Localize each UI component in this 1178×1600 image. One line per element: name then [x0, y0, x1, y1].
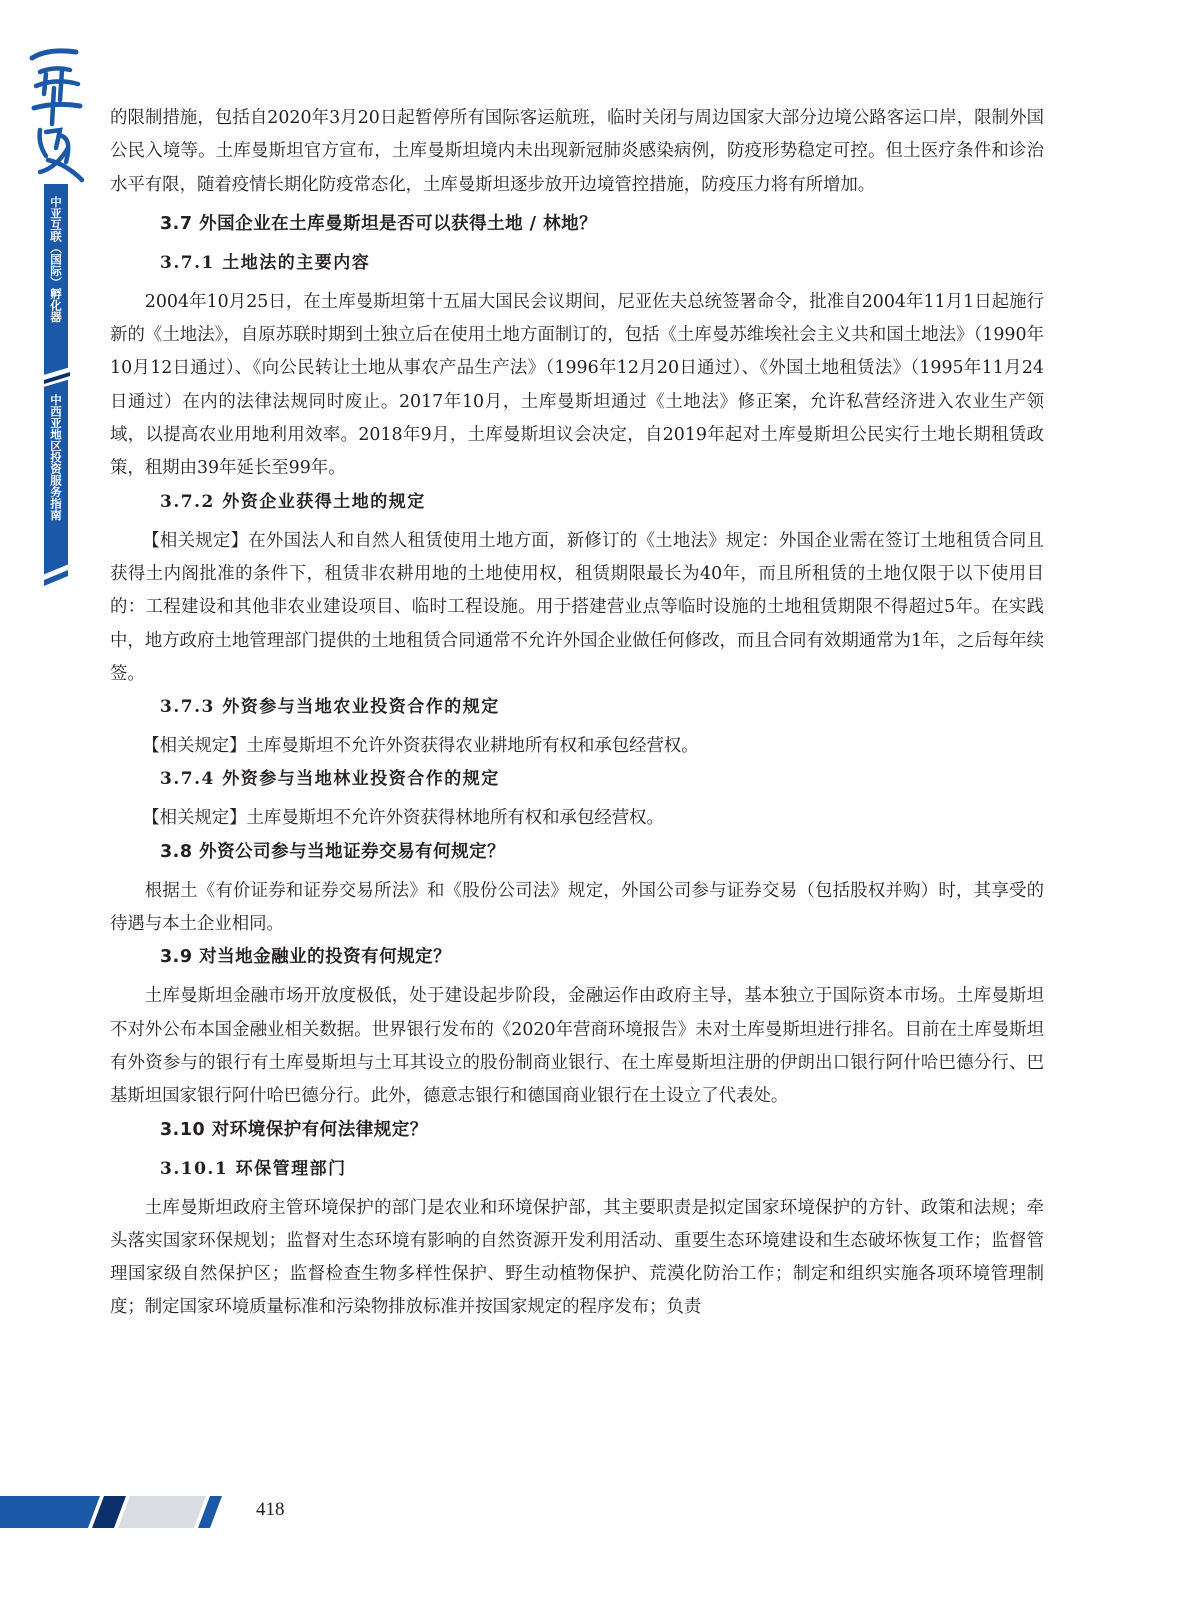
paragraph-3-10-1: 土库曼斯坦政府主管环境保护的部门是农业和环境保护部，其主要职责是拟定国家环境保护的方针、政策和法规；牵头落实国家环保规划；监督对生态环境有影响的自然资源开发利用活动、重要生态环境建设和生态破坏恢复工作；监督管理国家级自然保护区；监督检查生物多样性保护、野生动植物保护、荒漠化防治工作；制定和组织实施各项环境管理制度；制定国家环境质量标准和污染物排放标准并按国家规定的程序发布；负责 [110, 1197, 1044, 1318]
paragraph-3-7-4: 【相关规定】土库曼斯坦不允许外资获得林地所有权和承包经营权。 [142, 808, 664, 829]
heading-3-10: 3.10 对环境保护有何法律规定？ [160, 1119, 428, 1140]
belt-road-logo-icon [26, 44, 86, 184]
heading-3-8: 3.8 外资公司参与当地证券交易有何规定？ [160, 841, 506, 862]
sidebar-decoration [0, 0, 80, 1600]
paragraph-3-9: 土库曼斯坦金融市场开放度极低，处于建设起步阶段，金融运作由政府主导，基本独立于国际资本市场。土库曼斯坦不对外公布本国金融业相关数据。世界银行发布的《2020年营商环境报告》未对土库曼斯坦进行排名。目前在土库曼斯坦有外资参与的银行有土库曼斯坦与土耳其设立的股份制商业银行、在土库曼斯坦注册的伊朗出口银行阿什哈巴德分行、巴基斯坦国家银行阿什哈巴德分行。此外，德意志银行和德国商业银行在土设立了代表处。 [110, 986, 1044, 1107]
paragraph-3-8: 根据土《有价证券和证券交易所法》和《股份公司法》规定，外国公司参与证券交易（包括股权并购）时，其享受的待遇与本土企业相同。 [110, 880, 1044, 935]
page-content [110, 102, 1044, 1325]
strip-label-guide: 中西亚地区投资服务指南 [49, 394, 63, 521]
footer-stripes-icon [0, 1488, 240, 1532]
strip-label-incubator: 中亚互联（国际）孵化器 [49, 196, 63, 323]
heading-3-9: 3.9 对当地金融业的投资有何规定？ [160, 947, 452, 968]
page-number: 418 [256, 1499, 285, 1520]
heading-3-7-3: 3.7.3 外资参与当地农业投资合作的规定 [160, 697, 500, 718]
heading-3-7-2: 3.7.2 外资企业获得土地的规定 [160, 491, 426, 512]
heading-3-7: 3.7 外国企业在土库曼斯坦是否可以获得土地 / 林地？ [160, 213, 598, 234]
strip-divider-icon [40, 366, 74, 396]
heading-3-7-4: 3.7.4 外资参与当地林业投资合作的规定 [160, 769, 500, 790]
paragraph-intro: 的限制措施，包括自2020年3月20日起暂停所有国际客运航班，临时关闭与周边国家大部分边境公路客运口岸，限制外国公民入境等。土库曼斯坦官方宣布，土库曼斯坦境内未出现新冠肺炎感染病例，防疫形势稳定可控。但土医疗条件和诊治水平有限，随着疫情长期化防疫常态化，土库曼斯坦逐步放开边境管控措施，防疫压力将有所增加。 [110, 108, 1044, 195]
heading-3-10-1: 3.10.1 环保管理部门 [160, 1158, 347, 1179]
paragraph-3-7-3: 【相关规定】土库曼斯坦不允许外资获得农业耕地所有权和承包经营权。 [142, 736, 699, 757]
paragraph-3-7-2: 【相关规定】在外国法人和自然人租赁使用土地方面，新修订的《土地法》规定：外国企业需在签订土地租赁合同且获得土内阁批准的条件下，租赁非农耕用地的土地使用权，租赁期限最长为40年，而且所租赁的土地仅限于以下使用目的：工程建设和其他非农业建设项目、临时工程设施。用于搭建营业点等临时设施的土地租赁期限不得超过5年。在实践中，地方政府土地管理部门提供的土地租赁合同通常不允许外国企业做任何修改，而且合同有效期通常为1年，之后每年续签。 [110, 530, 1044, 684]
heading-3-7-1: 3.7.1 土地法的主要内容 [160, 252, 371, 273]
paragraph-3-7-1: 2004年10月25日，在土库曼斯坦第十五届大国民会议期间，尼亚佐夫总统签署命令，批准自2004年11月1日起施行新的《土地法》，自原苏联时期到土独立后在使用土地方面制订的，包括《土库曼苏维埃社会主义共和国土地法》（1990年10月12日通过）、《向公民转让土地从事农产品生产法》（1996年12月20日通过）、《外国土地租赁法》（1995年11月24日通过）在内的法律法规同时废止。2017年10月，土库曼斯坦通过《土地法》修正案，允许私营经济进入农业生产领域，以提高农业用地利用效率。2018年9月，土库曼斯坦议会决定，自2019年起对土库曼斯坦公民实行土地长期租赁政策，租期由39年延长至99年。 [110, 291, 1044, 479]
